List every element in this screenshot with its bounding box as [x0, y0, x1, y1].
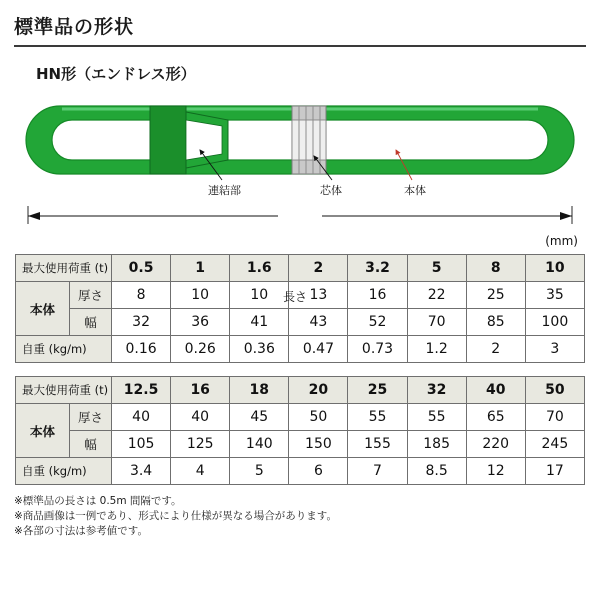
width-value: 41 [230, 309, 289, 336]
weight-label-1: 自重 (kg/m) [16, 336, 112, 363]
table-row [16, 336, 585, 363]
title-block [0, 0, 600, 51]
body-label-1: 本体 [16, 282, 70, 336]
callout-core: 芯体 [320, 184, 342, 197]
weight-value: 3 [525, 336, 584, 363]
capacity-value: 5 [407, 255, 466, 282]
thickness-value: 13 [289, 282, 348, 309]
thickness-value: 10 [230, 282, 289, 309]
capacity-header-1: 最大使用荷重 (t) [16, 255, 112, 282]
capacity-value: 32 [407, 377, 466, 404]
weight-value: 17 [525, 458, 584, 485]
weight-value: 0.16 [112, 336, 171, 363]
capacity-value: 20 [289, 377, 348, 404]
thickness-value: 40 [171, 404, 230, 431]
thickness-value: 45 [230, 404, 289, 431]
capacity-value: 16 [171, 377, 230, 404]
note-line: ※各部の寸法は参考値です。 [14, 525, 148, 538]
weight-value: 0.73 [348, 336, 407, 363]
width-value: 155 [348, 431, 407, 458]
weight-value: 6 [289, 458, 348, 485]
callout-length: 長さ [283, 290, 308, 304]
width-value: 125 [171, 431, 230, 458]
capacity-value: 10 [525, 255, 584, 282]
width-value: 52 [348, 309, 407, 336]
thickness-value: 8 [112, 282, 171, 309]
capacity-value: 1 [171, 255, 230, 282]
weight-value: 7 [348, 458, 407, 485]
width-value: 245 [525, 431, 584, 458]
width-value: 100 [525, 309, 584, 336]
title-divider [14, 45, 586, 47]
core-shape [292, 106, 326, 174]
capacity-header-2: 最大使用荷重 (t) [16, 377, 112, 404]
table-row [16, 377, 585, 404]
weight-value: 4 [171, 458, 230, 485]
thickness-value: 22 [407, 282, 466, 309]
spec-table-2 [15, 376, 585, 485]
capacity-value: 1.6 [230, 255, 289, 282]
callout-joint: 連結部 [208, 184, 241, 197]
thickness-value: 55 [348, 404, 407, 431]
weight-label-2: 自重 (kg/m) [16, 458, 112, 485]
thickness-value: 50 [289, 404, 348, 431]
thickness-label-2: 厚さ [70, 404, 112, 431]
width-value: 185 [407, 431, 466, 458]
note-line: ※標準品の長さは 0.5m 間隔です。 [14, 495, 182, 507]
width-label-2: 幅 [70, 431, 112, 458]
weight-value: 0.47 [289, 336, 348, 363]
table-row [16, 404, 585, 431]
weight-value: 0.36 [230, 336, 289, 363]
callout-body: 本体 [404, 184, 426, 197]
width-value: 140 [230, 431, 289, 458]
sling-illustration [0, 88, 600, 240]
weight-value: 5 [230, 458, 289, 485]
width-value: 85 [466, 309, 525, 336]
table-spacer [0, 363, 600, 370]
width-value: 43 [289, 309, 348, 336]
notes-block [14, 494, 600, 540]
capacity-value: 0.5 [112, 255, 171, 282]
thickness-label-1: 厚さ [70, 282, 112, 309]
width-value: 70 [407, 309, 466, 336]
thickness-value: 10 [171, 282, 230, 309]
thickness-value: 35 [525, 282, 584, 309]
length-dimension [28, 206, 572, 224]
capacity-value: 12.5 [112, 377, 171, 404]
thickness-value: 55 [407, 404, 466, 431]
width-value: 150 [289, 431, 348, 458]
body-label-2: 本体 [16, 404, 70, 458]
section-subtitle: HN形（エンドレス形） [36, 65, 196, 83]
table-row [16, 431, 585, 458]
capacity-value: 25 [348, 377, 407, 404]
table-row [16, 309, 585, 336]
weight-value: 12 [466, 458, 525, 485]
table-row [16, 255, 585, 282]
weight-value: 2 [466, 336, 525, 363]
width-value: 36 [171, 309, 230, 336]
thickness-value: 65 [466, 404, 525, 431]
weight-value: 0.26 [171, 336, 230, 363]
capacity-value: 8 [466, 255, 525, 282]
page-title: 標準品の形状 [14, 16, 135, 38]
width-value: 32 [112, 309, 171, 336]
thickness-value: 40 [112, 404, 171, 431]
thickness-value: 25 [466, 282, 525, 309]
capacity-value: 3.2 [348, 255, 407, 282]
width-value: 105 [112, 431, 171, 458]
capacity-value: 40 [466, 377, 525, 404]
width-value: 220 [466, 431, 525, 458]
unit-label: (mm) [545, 234, 578, 248]
note-line: ※商品画像は一例であり、形式により仕様が異なる場合があります。 [14, 510, 337, 523]
table-row [16, 458, 585, 485]
weight-value: 3.4 [112, 458, 171, 485]
weight-value: 1.2 [407, 336, 466, 363]
spec-table-1 [15, 254, 585, 363]
thickness-value: 16 [348, 282, 407, 309]
thickness-value: 70 [525, 404, 584, 431]
capacity-value: 18 [230, 377, 289, 404]
width-label-1: 幅 [70, 309, 112, 336]
weight-value: 8.5 [407, 458, 466, 485]
capacity-value: 50 [525, 377, 584, 404]
capacity-value: 2 [289, 255, 348, 282]
